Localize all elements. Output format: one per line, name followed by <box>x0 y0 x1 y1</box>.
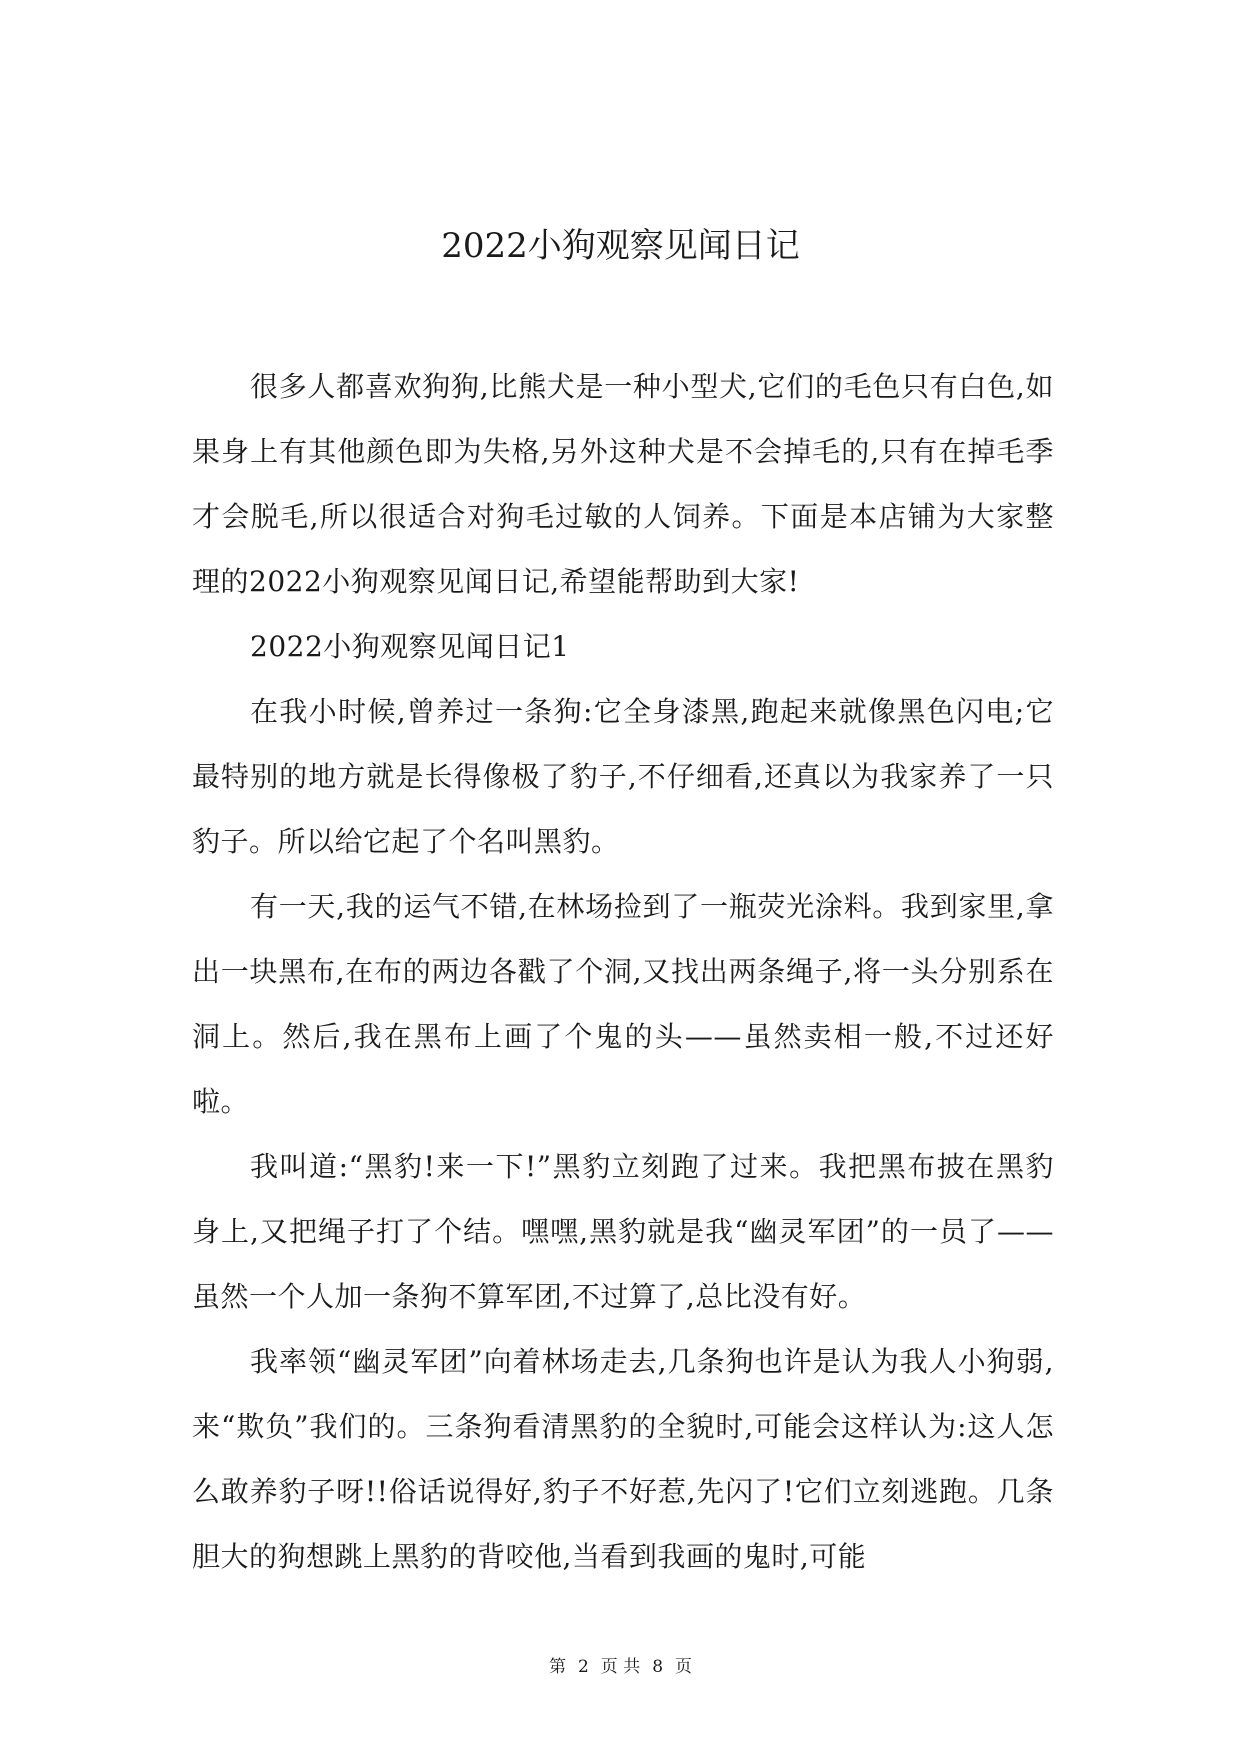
body-paragraph: 在我小时候,曾养过一条狗:它全身漆黑,跑起来就像黑色闪电;它最特别的地方就是长得像极了豹子,不仔细看,还真以为我家养了一只豹子。所以给它起了个名叫黑豹。 <box>192 695 1054 858</box>
document-title: 2022小狗观察见闻日记 <box>441 226 800 266</box>
footer-suffix: 页 <box>675 1657 693 1677</box>
page-number: 2 <box>577 1657 589 1677</box>
intro-paragraph: 很多人都喜欢狗狗,比熊犬是一种小型犬,它们的毛色只有白色,如果身上有其他颜色即为失格,另外这种犬是不会掉毛的,只有在掉毛季才会脱毛,所以很适合对狗毛过敏的人饲养。下面是本店铺为大家整理的2022小狗观察见闻日记,希望能帮助到大家! <box>192 370 1054 598</box>
footer-middle: 页 共 <box>600 1657 641 1677</box>
footer-prefix: 第 <box>548 1657 566 1677</box>
section-heading: 2022小狗观察见闻日记1 <box>250 630 570 663</box>
page-footer <box>0 1655 1241 1679</box>
body-paragraph: 有一天,我的运气不错,在林场捡到了一瓶荧光涂料。我到家里,拿出一块黑布,在布的两边各戳了个洞,又找出两条绳子,将一头分别系在洞上。然后,我在黑布上画了个鬼的头——虽然卖相一般,不过还好啦。 <box>192 890 1054 1118</box>
document-body <box>192 354 1054 1589</box>
body-paragraph: 我叫道:“黑豹!来一下!”黑豹立刻跑了过来。我把黑布披在黑豹身上,又把绳子打了个结。嘿嘿,黑豹就是我“幽灵军团”的一员了——虽然一个人加一条狗不算军团,不过算了,总比没有好。 <box>192 1150 1054 1313</box>
total-pages: 8 <box>652 1657 664 1677</box>
body-paragraph: 我率领“幽灵军团”向着林场走去,几条狗也许是认为我人小狗弱,来“欺负”我们的。三条狗看清黑豹的全貌时,可能会这样认为:这人怎么敢养豹子呀!!俗话说得好,豹子不好惹,先闪了!它们立刻逃跑。几条胆大的狗想跳上黑豹的背咬他,当看到我画的鬼时,可能 <box>192 1345 1054 1573</box>
